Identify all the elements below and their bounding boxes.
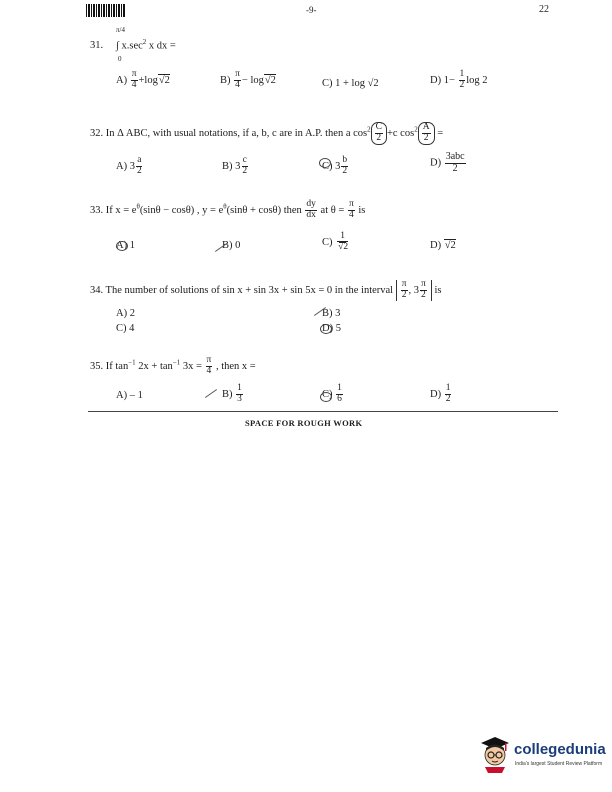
q33-option-b: B) 0 (222, 240, 241, 251)
brand-tagline: India's largest Student Review Platform (515, 761, 603, 767)
pen-mark (116, 241, 128, 251)
q31-option-a: A) $\frac{\pi}{4}$ +log√2 (116, 69, 170, 90)
q35-stem: 35. If $\tan^{-1} 2x + \tan^{-1} 3x$ = $\frac{\pi}{4}$ , then x = (90, 355, 256, 376)
q32-option-c: C) 3 $\frac{b}{2}$ (322, 155, 348, 176)
q34-option-a: A) 2 (116, 308, 135, 319)
pen-mark (319, 158, 331, 168)
q34-stem: 34. The number of solutions of sin x + sin 3x + sin 5x = 0 in the interval $\frac{\pi}{2}$ , 3 $\frac{\pi}{2}$ is (90, 279, 442, 300)
graduate-mascot-icon (478, 733, 512, 773)
q32-option-a: A) 3 $\frac{a}{2}$ (116, 155, 142, 176)
q35-option-c: C) $\frac{1}{6}$ (322, 383, 342, 404)
q34-option-c: C) 4 (116, 323, 135, 334)
pen-mark (320, 392, 332, 402)
q31-option-c: C) 1 + log √2 (322, 78, 379, 89)
q35-option-a: A) – 1 (116, 390, 143, 401)
rough-work-divider (88, 411, 558, 412)
rough-work-label: SPACE FOR ROUGH WORK (245, 418, 363, 428)
page-marker: -9- (306, 5, 317, 15)
q32-stem: 32. In Δ ABC, with usual notations, if a, b, c are in A.P. then a $\cos^2$ $\frac{C}{2}$ +c $\cos^2$ $\frac{A}{2}$ = (90, 122, 444, 143)
q31-lower-limit: 0 (118, 55, 122, 63)
q33-option-d: D) √2 (430, 240, 456, 251)
barcode (86, 4, 126, 17)
q31-number: 31. (90, 40, 104, 51)
q31-upper-limit: π/4 (116, 26, 125, 34)
page-number: 22 (539, 4, 549, 15)
q32-option-d: D) $\frac{\text{3abc}}{2}$ (430, 151, 465, 174)
q33-stem: 33. If $x = e^\theta(\sin\theta - \cos\theta)$ , $y = e^\theta(\sin\theta + \cos\theta)$ then $\frac{dy}{dx}$ at θ = $\frac{\pi}{4}$ is (90, 199, 366, 220)
q32-option-b: B) 3 $\frac{c}{2}$ (222, 155, 248, 176)
q33-option-c: C) $\frac{1}{√2}$ (322, 231, 349, 252)
pen-mark (205, 389, 217, 398)
q34-option-d: D) 5 (322, 323, 341, 334)
q35-option-b: B) $\frac{1}{3}$ (222, 383, 242, 404)
q31-option-b: B) $\frac{\pi}{4}$ − log√2 (220, 69, 276, 90)
q31-option-d: D) 1− $\frac{1}{2}$ log 2 (430, 69, 488, 90)
q31-stem: ∫ $x.\sec^2$ x dx = (116, 38, 176, 52)
q35-option-d: D) $\frac{1}{2}$ (430, 383, 451, 404)
brand-name: collegedunia (514, 741, 606, 758)
pen-mark (320, 324, 332, 334)
collegedunia-logo (478, 733, 606, 779)
q34-option-b: B) 3 (322, 308, 341, 319)
q33-option-a: A) 1 (116, 240, 135, 251)
